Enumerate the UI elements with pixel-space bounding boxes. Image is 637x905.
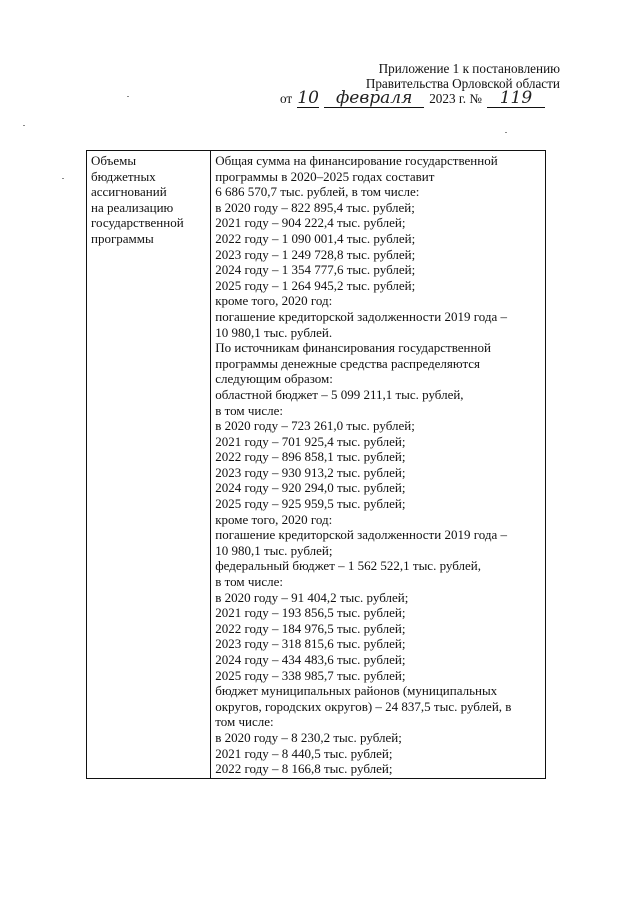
content-line: 2022 году – 1 090 001,4 тыс. рублей; [215, 230, 416, 246]
content-line: областной бюджет – 5 099 211,1 тыс. рублей, [215, 386, 464, 402]
row-label-line: Объемы [91, 153, 137, 168]
content-line: 2021 году – 701 925,4 тыс. рублей; [215, 433, 406, 449]
content-line: 2023 году – 1 249 728,8 тыс. рублей; [215, 246, 416, 262]
handwritten-month: февраля [324, 91, 424, 108]
content-line: 2023 году – 930 913,2 тыс. рублей; [215, 464, 406, 480]
scan-speck [127, 96, 129, 97]
scan-speck [505, 132, 507, 133]
handwritten-day: 10 [297, 88, 319, 108]
content-line: 2021 году – 193 856,5 тыс. рублей; [215, 605, 406, 621]
content-line: 2021 году – 904 222,4 тыс. рублей; [215, 215, 406, 231]
content-line: 10 980,1 тыс. рублей; [215, 542, 333, 558]
row-label-line: государственной [91, 215, 184, 231]
appendix-title: Приложение 1 к постановлению [378, 61, 560, 76]
budget-allocation-table [86, 150, 546, 779]
content-line: 2022 году – 8 166,8 тыс. рублей; [215, 761, 393, 777]
content-line: 2021 году – 8 440,5 тыс. рублей; [215, 745, 393, 761]
year-and-number-label: 2023 г. № [429, 91, 482, 106]
document-header [240, 62, 570, 108]
row-content-cell [211, 151, 546, 779]
content-line: федеральный бюджет – 1 562 522,1 тыс. рублей, [215, 558, 481, 574]
content-line: в 2020 году – 8 230,2 тыс. рублей; [215, 729, 402, 745]
content-line: 2024 году – 920 294,0 тыс. рублей; [215, 480, 406, 496]
content-line: том числе: [215, 714, 274, 730]
content-line: в том числе: [215, 574, 283, 590]
content-line: 2022 году – 184 976,5 тыс. рублей; [215, 620, 406, 636]
issuing-authority: Правительства Орловской области [365, 75, 560, 91]
row-label-line: программы [91, 230, 154, 246]
content-line: 2024 году – 1 354 777,6 тыс. рублей; [215, 262, 416, 278]
content-line: в 2020 году – 91 404,2 тыс. рублей; [215, 589, 409, 605]
content-line: в том числе: [215, 402, 283, 418]
content-line: бюджет муниципальных районов (муниципальных [215, 683, 498, 699]
row-label-line: бюджетных [91, 168, 156, 184]
content-line: 2022 году – 896 858,1 тыс. рублей; [215, 449, 406, 465]
content-line: 2025 году – 925 959,5 тыс. рублей; [215, 496, 406, 512]
date-number-line [280, 88, 570, 108]
table-row [87, 151, 546, 779]
content-line: 6 686 570,7 тыс. рублей, в том числе: [215, 184, 420, 200]
handwritten-doc-number: 119 [487, 91, 545, 108]
content-line: в 2020 году – 822 895,4 тыс. рублей; [215, 199, 415, 215]
content-line: погашение кредиторской задолженности 2019 года – [215, 527, 507, 543]
content-line: 2025 году – 338 985,7 тыс. рублей; [215, 667, 406, 683]
content-line: в 2020 году – 723 261,0 тыс. рублей; [215, 418, 415, 434]
content-line: погашение кредиторской задолженности 2019 года – [215, 308, 507, 324]
content-line: округов, городских округов) – 24 837,5 тыс. рублей, в [215, 698, 512, 714]
row-label-line: ассигнований [91, 184, 167, 200]
content-line: программы денежные средства распределяются [215, 355, 481, 371]
from-label: от [280, 91, 293, 106]
scan-speck [62, 178, 64, 179]
content-line: кроме того, 2020 год: [215, 511, 333, 527]
scan-speck [23, 125, 25, 126]
content-line: 10 980,1 тыс. рублей. [215, 324, 333, 340]
content-line: Общая сумма на финансирование государственной [215, 153, 498, 168]
content-line: кроме того, 2020 год: [215, 293, 333, 309]
row-label-cell [87, 151, 211, 779]
content-line: По источникам финансирования государственной [215, 340, 491, 356]
content-line: 2025 году – 1 264 945,2 тыс. рублей; [215, 277, 416, 293]
content-line: следующим образом: [215, 371, 333, 387]
row-label-line: на реализацию [91, 199, 174, 215]
content-line: 2023 году – 318 815,6 тыс. рублей; [215, 636, 406, 652]
content-line: 2024 году – 434 483,6 тыс. рублей; [215, 652, 406, 667]
content-line: программы в 2020–2025 годах составит [215, 168, 435, 184]
